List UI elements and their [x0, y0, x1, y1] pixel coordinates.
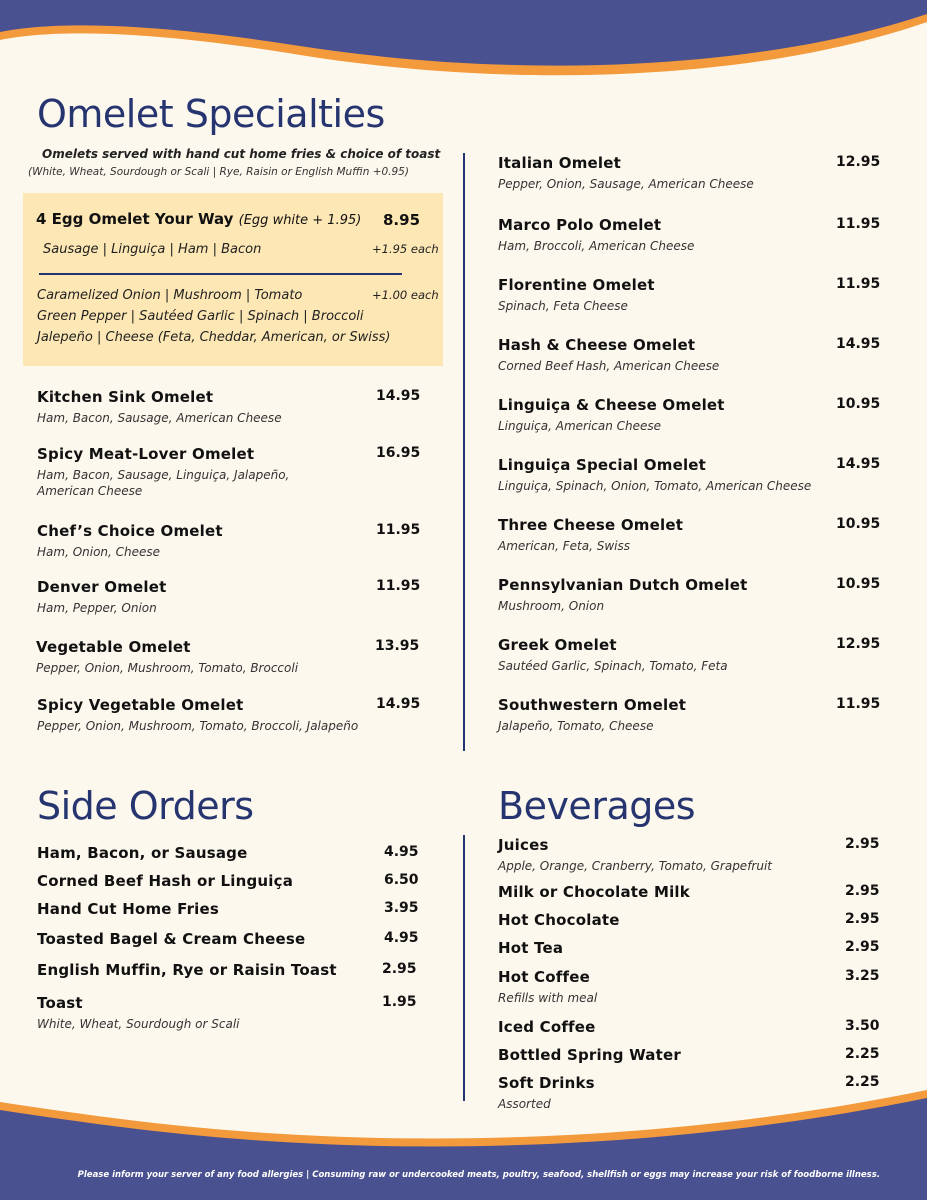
egg-white-note: (Egg white + 1.95) [238, 213, 362, 228]
toast-note: (White, Wheat, Sourdough or Scali | Rye, Raisin or English Muffin +0.95) [28, 166, 409, 178]
side-orders-title: Side Orders [37, 784, 254, 828]
byo-price: 8.95 [383, 211, 421, 229]
build-your-own-omelet-box [23, 193, 443, 366]
byo-title: 4 Egg Omelet Your Way (Egg white + 1.95) [36, 210, 362, 228]
byo-veg-price: +1.00 each [372, 288, 439, 302]
bottom-wave-banner [0, 1090, 927, 1200]
top-wave-banner [0, 0, 927, 80]
byo-meat-options: Sausage | Linguiça | Ham | Bacon [43, 242, 262, 257]
allergy-notice: Please inform your server of any food allergies | Consuming raw or undercooked meats, poultry, seafood, shellfish or eggs may increase your risk of foodborne illness. [77, 1170, 880, 1180]
byo-veg-options: Caramelized Onion | Mushroom | Tomato Green Pepper | Sautéed Garlic | Spinach | Broccoli Jalepeño | Cheese (Feta, Cheddar, American, or Swiss) [37, 288, 391, 345]
omelet-subtitle: Omelets served with hand cut home fries & choice of toast [42, 147, 441, 161]
beverage-divider [463, 835, 465, 1101]
beverages-title: Beverages [498, 784, 696, 828]
column-divider [463, 153, 465, 751]
byo-meat-price: +1.95 each [372, 242, 439, 256]
omelet-specialties-title: Omelet Specialties [37, 92, 385, 136]
byo-divider [39, 273, 402, 275]
